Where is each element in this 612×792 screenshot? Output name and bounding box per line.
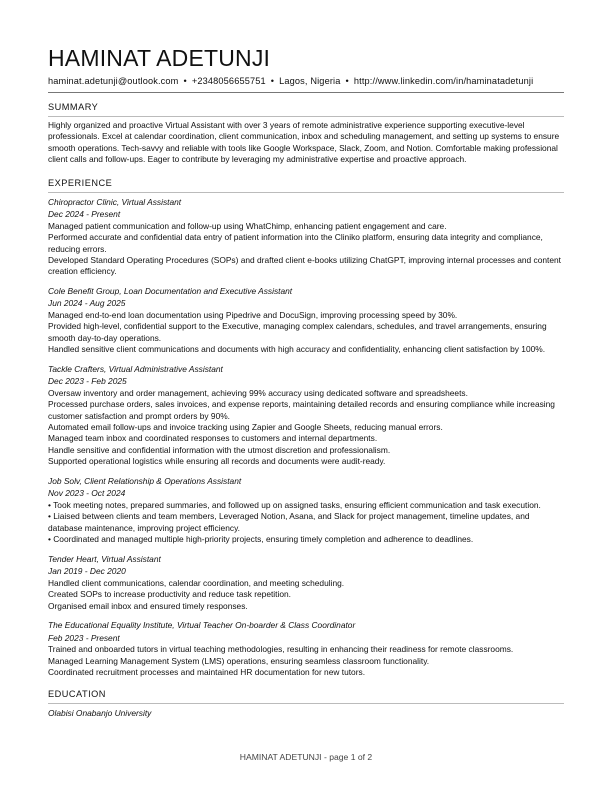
job-entry	[48, 619, 564, 678]
job-bullet: Provided high-level, confidential support to the Executive, managing complex calendars, schedules, and travel arrangements, ensuring smooth day-to-day operations.	[48, 321, 547, 343]
separator: •	[270, 76, 275, 86]
education-heading: EDUCATION	[48, 689, 106, 700]
section-divider	[48, 116, 564, 117]
job-bullet: Supported operational logistics while ensuring all records and documents were audit-ready.	[48, 456, 386, 467]
job-dates: Dec 2024 - Present	[48, 209, 121, 220]
experience-list	[48, 196, 564, 679]
job-dates: Jan 2019 - Dec 2020	[48, 566, 126, 577]
job-title: The Educational Equality Institute, Virtual Teacher On-boarder & Class Coordinator	[48, 619, 356, 630]
job-bullet: Managed patient communication and follow-up using WhatChimp, enhancing patient engagement and care.	[48, 220, 447, 231]
job-title: Cole Benefit Group, Loan Documentation and Executive Assistant	[48, 285, 293, 296]
location: Lagos, Nigeria	[279, 76, 341, 86]
job-entry	[48, 285, 564, 356]
job-bullet: Handled client communications, calendar coordination, and meeting scheduling.	[48, 577, 345, 588]
education-school: Olabisi Onabanjo University	[48, 708, 152, 719]
job-bullet: Processed purchase orders, sales invoices, and expense reports, maintaining detailed records and ensuring compliance while increasing customer satisfaction and prompt orders by 90%.	[48, 399, 555, 421]
job-bullet: Created SOPs to increase productivity and reduce task repetition.	[48, 589, 292, 600]
job-bullet: • Took meeting notes, prepared summaries, and followed up on assigned tasks, ensuring efficient communication and task execution.	[48, 499, 541, 510]
separator: •	[183, 76, 187, 86]
experience-heading: EXPERIENCE	[48, 177, 113, 188]
summary-heading: SUMMARY	[48, 102, 99, 112]
job-bullet: Automated email follow-ups and invoice tracking using Zapier and Google Sheets, reducing manual errors.	[48, 422, 443, 433]
section-divider	[48, 703, 564, 704]
job-title: Tender Heart, Virtual Assistant	[48, 553, 161, 564]
phone: +2348056655751	[191, 76, 266, 86]
job-bullet: Managed Learning Management System (LMS) operations, ensuring seamless classroom functionality.	[48, 655, 430, 666]
job-dates: Feb 2023 - Present	[48, 632, 120, 643]
resume-page	[48, 44, 564, 720]
job-bullet: Trained and onboarded tutors in virtual teaching methodologies, resulting in enhancing their readiness for remote classrooms.	[48, 644, 514, 655]
candidate-name: HAMINAT ADETUNJI	[48, 45, 271, 71]
job-bullet: Coordinated recruitment processes and maintained HR documentation for new tutors.	[48, 666, 366, 677]
job-bullet: Organised email inbox and ensured timely responses.	[48, 600, 248, 611]
job-bullet: Oversaw inventory and order management, achieving 99% accuracy using dedicated software and spreadsheets.	[48, 387, 468, 398]
section-divider	[48, 192, 564, 193]
job-bullet: Developed Standard Operating Procedures (SOPs) and drafted client e-books utilizing ChatGPT, improving internal processes and content creation efficiency.	[48, 255, 562, 277]
job-entry	[48, 553, 564, 612]
job-bullet: • Coordinated and managed multiple high-priority projects, ensuring timely completion and adherence to deadlines.	[48, 534, 474, 545]
job-entry	[48, 475, 564, 546]
job-entry	[48, 363, 564, 468]
job-title: Job Solv, Client Relationship & Operations Assistant	[48, 475, 242, 486]
header-divider	[48, 92, 564, 93]
job-bullet: Managed team inbox and coordinated responses to customers and internal departments.	[48, 433, 378, 444]
job-bullet: • Liaised between clients and team members, Leveraged Notion, Asana, and Slack for project management, timeline updates, and database maintenance, improving project efficiency.	[48, 511, 530, 533]
job-bullet: Handled sensitive client communications and documents with high accuracy and confidentiality, enhancing client satisfaction by 100%.	[48, 344, 546, 355]
job-bullet: Handle sensitive and confidential information with the utmost discretion and professionalism.	[48, 444, 391, 455]
job-entry	[48, 196, 564, 278]
job-dates: Nov 2023 - Oct 2024	[48, 488, 126, 499]
summary-text: Highly organized and proactive Virtual Assistant with over 3 years of remote administrative experience supporting executive-level professionals. Excel at calendar coordination, client communication, inbox and scheduling management, and setting up systems to ensure smooth operations. Tech-savvy and reliable with tools like Google Workspace, Slack, Zoom, and Notion. Comfortable making professional client calls and follow-ups. Eager to contribute by leveraging my administrative expertise and proactive approach.	[48, 120, 560, 165]
separator: •	[345, 76, 349, 86]
email-link[interactable]: haminat.adetunji@outlook.com	[48, 76, 179, 86]
job-dates: Dec 2023 - Feb 2025	[48, 376, 127, 387]
job-dates: Jun 2024 - Aug 2025	[48, 298, 126, 309]
job-title: Tackle Crafters, Virtual Administrative Assistant	[48, 363, 223, 374]
contact-line	[48, 75, 564, 87]
linkedin-link[interactable]: http://www.linkedin.com/in/haminatadetunji	[353, 76, 534, 86]
job-title: Chiropractor Clinic, Virtual Assistant	[48, 196, 182, 207]
job-bullet: Performed accurate and confidential data entry of patient information into the Cliniko platform, ensuring data integrity and compliance, reducing errors.	[48, 232, 543, 254]
job-bullet: Managed end-to-end loan documentation using Pipedrive and DocuSign, improving processing speed by 30%.	[48, 310, 458, 321]
page-footer: HAMINAT ADETUNJI - page 1 of 2	[239, 752, 373, 762]
